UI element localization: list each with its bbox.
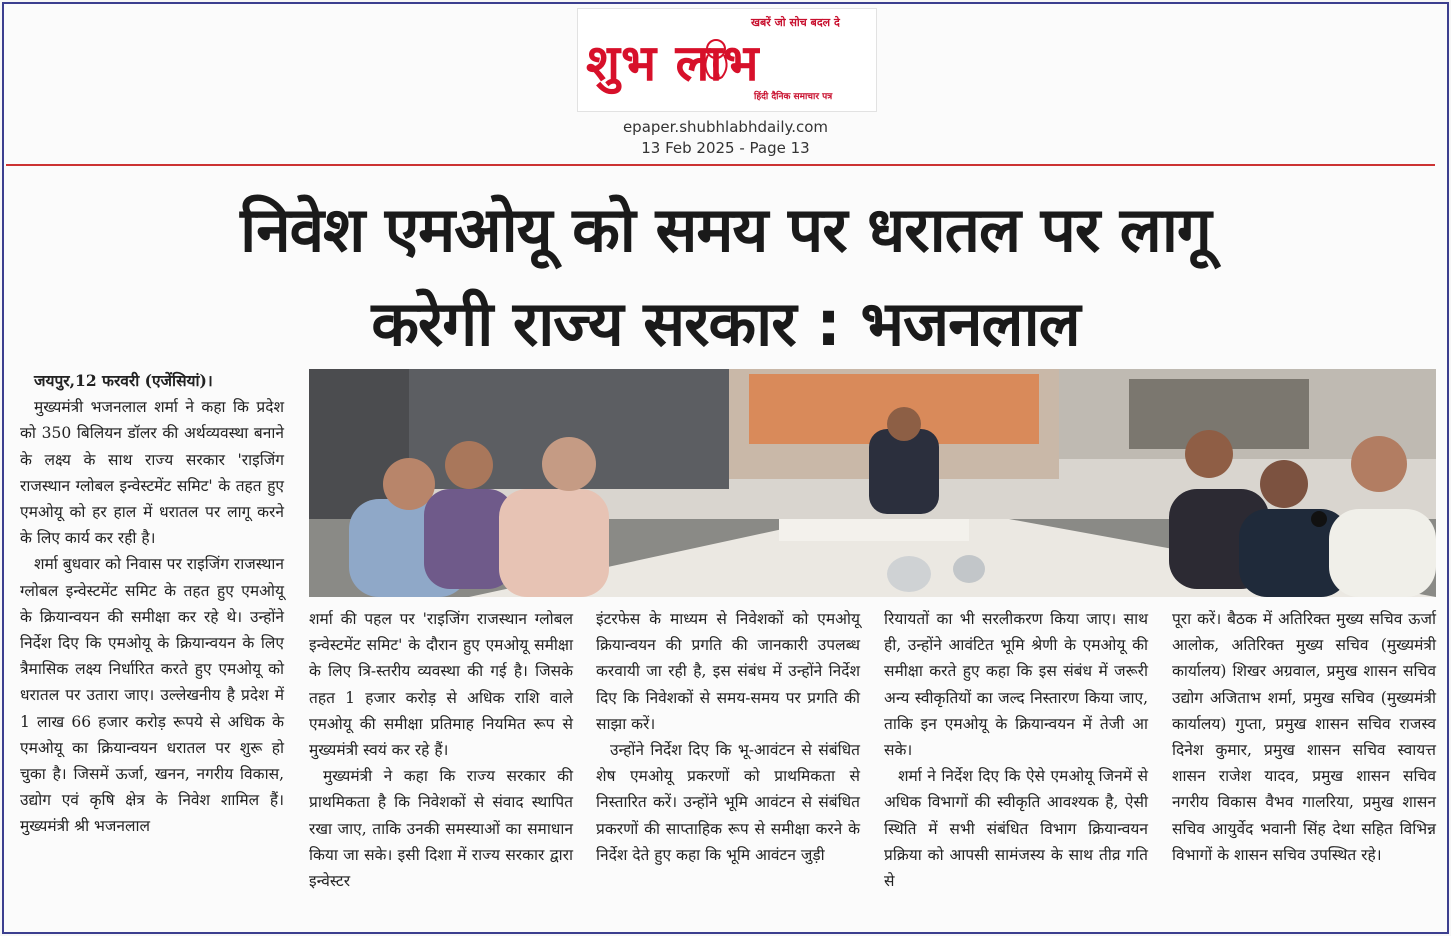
article-column-1 [20, 368, 284, 840]
article-paragraph: मुख्यमंत्री भजनलाल शर्मा ने कहा कि प्रदेश को 350 बिलियन डॉलर की अर्थव्यवस्था बनाने के लक्ष्य के साथ राज्य सरकार 'राइजिंग राजस्थान ग्लोबल इन्वेस्टमेंट समिट' के तहत हुए एमओयू को हर हाल में धरातल पर लागू करने के लिए कार्य कर रही है। [20, 398, 284, 548]
article-column-5 [1172, 606, 1436, 868]
masthead-subtitle: हिंदी दैनिक समाचार पत्र [754, 92, 833, 102]
article-paragraph: मुख्यमंत्री ने कहा कि राज्य सरकार की प्राथमिकता है कि निवेशकों से संवाद स्थापित रखा जाए, ताकि उनकी समस्याओं का समाधान किया जा सके। इसी दिशा में राज्य सरकार द्वारा इन्वेस्टर [309, 767, 573, 891]
edition-date: 13 Feb 2025 - Page 13 [641, 139, 810, 157]
article-column-4 [884, 606, 1148, 894]
article-dateline: जयपुर,12 फरवरी (एजेंसियां)। [34, 371, 213, 390]
article-paragraph: शर्मा की पहल पर 'राइजिंग राजस्थान ग्लोबल इन्वेस्टमेंट समिट' के दौरान हुए एमओयू समीक्षा के लिए त्रि-स्तरीय व्यवस्था की गई है। जिसके तहत 1 हजार करोड़ से अधिक राशि वाले एमओयू की समीक्षा प्रतिमाह नियमित रूप से मुख्यमंत्री स्वयं कर रहे हैं। [309, 610, 573, 760]
masthead-name: शुभ लाभ [586, 34, 760, 92]
article-paragraph: इंटरफेस के माध्यम से निवेशकों को एमओयू क्रियान्वयन की प्रगति की जानकारी उपलब्ध करवायी जा रही है, इस संबंध में उन्होंने निर्देश दिए कि निवेशकों से समय-समय पर प्रगति की साझा करें। [596, 610, 860, 733]
article-paragraph: पूरा करें। बैठक में अतिरिक्त मुख्य सचिव ऊर्जा आलोक, अतिरिक्त मुख्य सचिव (मुख्यमंत्री कार्यालय) शिखर अग्रवाल, प्रमुख शासन सचिव उद्योग अजिताभ शर्मा, प्रमुख सचिव (मुख्यमंत्री कार्यालय) गुप्ता, प्रमुख शासन सचिव राजस्व दिनेश कुमार, प्रमुख शासन सचिव स्वायत्त शासन राजेश यादव, प्रमुख शासन सचिव नगरीय विकास वैभव गालरिया, प्रमुख शासन सचिव आयुर्वेद भवानी सिंह देथा सहित विभिन्न विभागों के शासन सचिव उपस्थित रहे। [1172, 610, 1436, 864]
masthead-tagline: खबरें जो सोच बदल दे [751, 16, 840, 29]
headline-line-2: करेगी राज्य सरकार : भजनलाल [371, 287, 1080, 360]
masthead[interactable] [577, 8, 877, 112]
article-paragraph: शर्मा बुधवार को निवास पर राइजिंग राजस्थान ग्लोबल इन्वेस्टमेंट समिट के तहत हुए एमओयू के क्रियान्वयन की समीक्षा कर रहे थे। उन्होंने निर्देश दिए कि एमओयू के क्रियान्वयन के लिए त्रैमासिक लक्ष्य निर्धारित करते हुए एमओयू को धरातल पर उतारा जाए। उल्लेखनीय है प्रदेश में 1 लाख 66 हजार करोड़ रूपये से अधिक के एमओयू का क्रियान्वयन धरातल पर शुरू हो चुका है। जिसमें ऊर्जा, खनन, नगरीय विकास, उद्योग एवं कृषि क्षेत्र के निवेश शामिल हैं। मुख्यमंत्री श्री भजनलाल [20, 555, 284, 836]
article-column-2 [309, 606, 573, 894]
article-column-3 [596, 606, 860, 868]
meeting-photo [309, 369, 1436, 597]
ganesha-icon [698, 37, 734, 83]
article-paragraph: रियायतों का भी सरलीकरण किया जाए। साथ ही, उन्होंने आवंटित भूमि श्रेणी के एमओयू की समीक्षा करते हुए कहा कि इस संबंध में जरूरी अन्य स्वीकृतियों का जल्द निस्तारण किया जाए, ताकि इन एमओयू के क्रियान्वयन में तेजी आ सके। [884, 610, 1148, 760]
headline-line-1: निवेश एमओयू को समय पर धरातल पर लागू [240, 193, 1211, 266]
article-paragraph: शर्मा ने निर्देश दिए कि ऐसे एमओयू जिनमें से अधिक विभागों की स्वीकृति आवश्यक है, ऐसी स्थिति में सभी संबंधित विभाग क्रियान्वयन प्रक्रिया को आपसी सामंजस्य के साथ तीव्र गति से [884, 767, 1148, 891]
header-divider [6, 164, 1435, 166]
edition-url: epaper.shubhlabhdaily.com [622, 118, 829, 136]
article-paragraph: उन्होंने निर्देश दिए कि भू-आवंटन से संबंधित शेष एमओयू प्रकरणों को प्राथमिकता से निस्तारित करें। उन्होंने भूमि आवंटन से संबंधित प्रकरणों की साप्ताहिक रूप से समीक्षा करने के निर्देश देते हुए कहा कि भूमि आवंटन जुड़ी [596, 741, 860, 864]
